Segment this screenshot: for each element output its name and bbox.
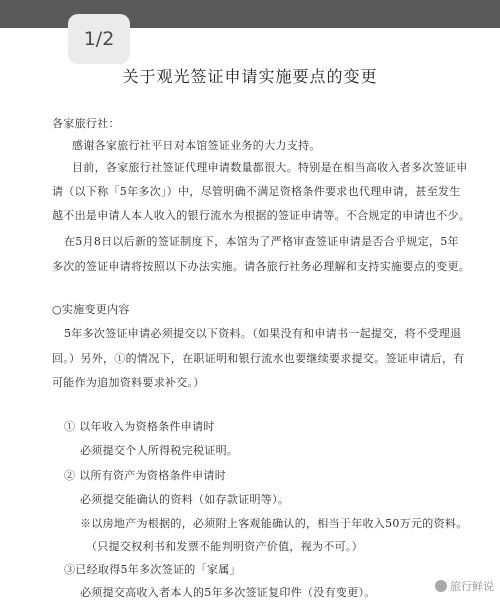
body-line: 越不出是申请人本人收入的银行流水为根据的签证申请等。不合规定的申请也不少。 <box>52 209 471 222</box>
body-line: 感谢各家旅行社平日对本馆签证业务的大力支持。 <box>72 139 321 152</box>
item-heading: ③已经取得5年多次签证的「家属」 <box>64 563 241 576</box>
item-note: ※以房地产为根据的，必须附上客观能确认的，相当于年收入50万元的资料。 <box>80 517 468 530</box>
watermark-text: 旅行鲜说 <box>450 580 494 593</box>
body-line: 可能作为追加资料要求补交。） <box>52 376 205 389</box>
item-note: （只提交权利书和发票不能判明资产价值，视为不可。） <box>86 540 363 553</box>
body-line: 在5月8日以后新的签证制度下，本馆为了严格审查签证申请是否合乎规定，5年 <box>64 235 459 248</box>
item-heading: ① 以年收入为资格条件申请时 <box>64 420 215 433</box>
document-title: 关于观光签证申请实施要点的变更 <box>122 67 378 86</box>
item-detail: 必须提交能确认的资料（如存款证明等）。 <box>80 493 290 506</box>
watermark-logo-icon <box>435 580 447 592</box>
watermark <box>435 578 494 594</box>
body-line: 目前，各家旅行社签证代理申请数量都很大。特别是在相当高收入者多次签证申 <box>72 161 468 174</box>
item-heading: ② 以所有资产为资格条件申请时 <box>64 469 226 482</box>
item-detail: 必须提交个人所得税完税证明。 <box>80 444 239 457</box>
body-line: 5年多次签证申请必须提交以下资料。（如果没有和申请书一起提交，将不受理退 <box>64 327 462 340</box>
body-line: 请（以下称「5年多次」）中，尽管明确不满足资格条件要求也代理申请，甚至发生 <box>52 185 461 198</box>
body-line: 回。）另外，①的情况下，在职证明和银行流水也要继续要求提交。签证申请后，有 <box>52 352 465 365</box>
salutation: 各家旅行社： <box>52 117 120 130</box>
item-detail: 必须提交高收入者本人的5年多次签证复印件（没有变更）。 <box>80 586 376 599</box>
page-indicator: 1/2 <box>68 14 130 64</box>
section-heading: ○实施变更内容 <box>52 303 130 316</box>
body-line: 多次的签证申请将按照以下办法实施。请各旅行社务必理解和支持实施要点的变更。 <box>52 260 471 273</box>
